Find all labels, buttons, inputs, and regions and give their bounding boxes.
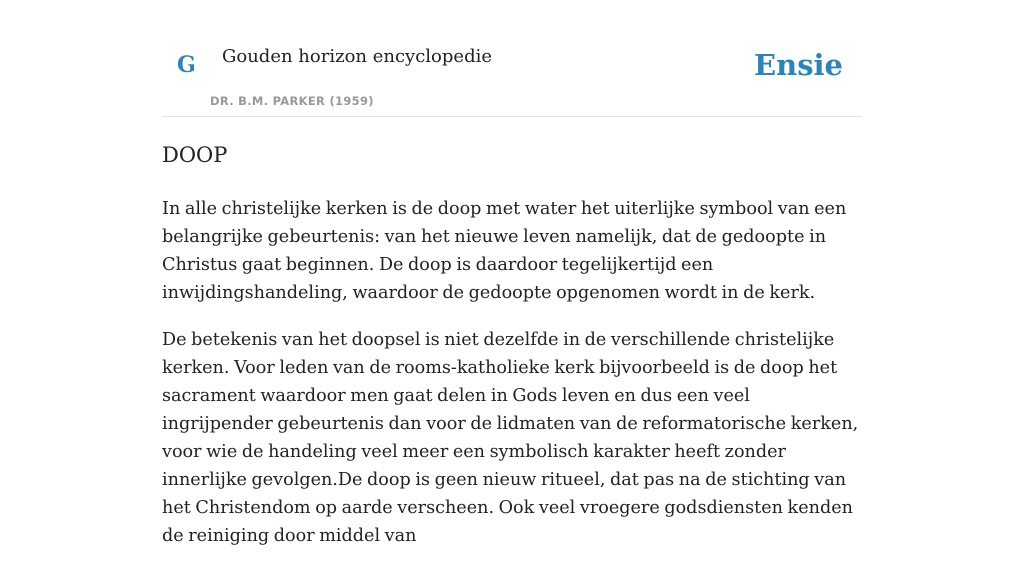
book-title-link[interactable]: Gouden horizon encyclopedie — [222, 46, 492, 67]
author-label: DR. B.M. PARKER (1959) — [210, 94, 374, 108]
entry-paragraph: In alle christelijke kerken is de doop met water het uiterlijke symbool van een belangrijke gebeurtenis: van het nieuwe leven namelijk, dat de gedoopte in Christus gaat beginnen. De doop is daardoor tegelijkertijd een inwijdingshandeling, waardoor de gedoopte opgenomen wordt in de kerk. — [162, 199, 847, 304]
book-logo-icon[interactable]: G — [177, 52, 196, 78]
entry-title: DOOP — [162, 143, 228, 167]
entry-body — [162, 195, 862, 550]
ensie-brand-logo[interactable]: Ensie — [754, 48, 843, 82]
entry-paragraph: De betekenis van het doopsel is niet dezelfde in de verschillende christelijke kerken. Voor leden van de rooms-katholieke kerk bijvoorbeeld is de doop het sacrament waardoor men gaat delen in Gods leven en dus een veel ingrijpender gebeurtenis dan voor de lidmaten van de reformatorische kerken, voor wie de handeling veel meer een symbolisch karakter heeft zonder innerlijke gevolgen.De doop is geen nieuw ritueel, dat pas na de stichting van het Christendom op aarde verscheen. Ook veel vroegere godsdiensten kenden de reiniging door middel van — [162, 330, 859, 547]
source-header — [162, 0, 862, 117]
content-container — [162, 0, 862, 569]
